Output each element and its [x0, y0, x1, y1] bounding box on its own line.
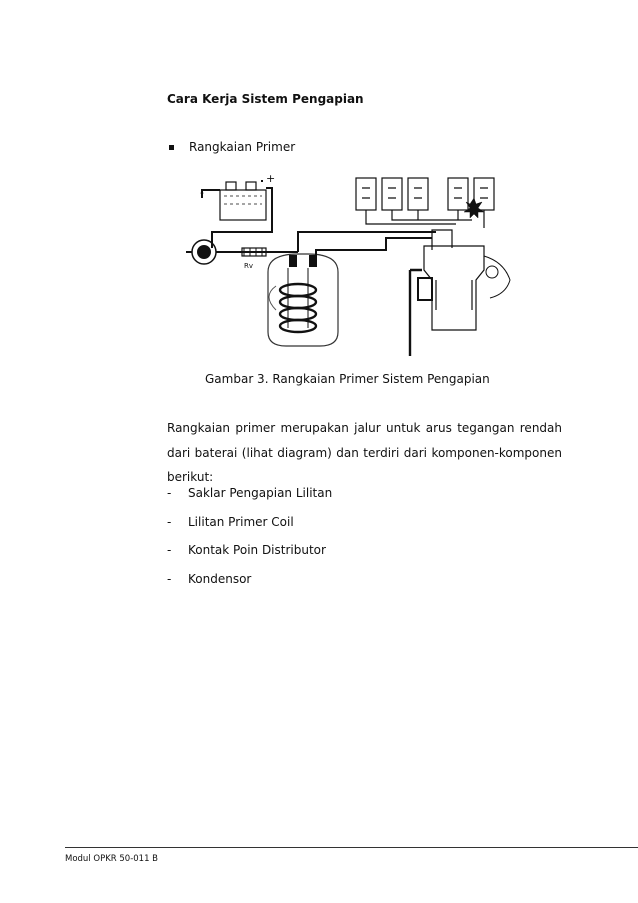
body-paragraph: [167, 416, 562, 490]
dash-bullet: -: [167, 571, 172, 586]
list-item-label: Lilitan Primer Coil: [188, 514, 294, 529]
plus-label: +: [266, 172, 276, 185]
ignition-switch-icon: [186, 240, 216, 264]
list-item: [167, 486, 332, 515]
paragraph-line-2: dari baterai (lihat diagram) dan terdiri dari komponen-komponen: [167, 445, 562, 460]
subsection-bullet: [167, 140, 295, 154]
footer-divider: [65, 847, 638, 848]
dash-bullet: -: [167, 543, 172, 557]
primary-circuit-diagram: [180, 166, 540, 362]
resistor-label: Rv: [244, 262, 254, 270]
component-list: [167, 486, 332, 600]
footer-text: Modul OPKR 50-011 B: [65, 854, 159, 864]
dash-bullet: -: [167, 514, 172, 529]
square-bullet-icon: [169, 145, 174, 150]
list-item-label: Kondensor: [188, 571, 252, 586]
figure-caption: Gambar 3. Rangkaian Primer Sistem Pengapian: [205, 372, 490, 386]
list-item: [167, 543, 332, 572]
spark-icon: [464, 198, 484, 218]
list-item-label: Kontak Poin Distributor: [188, 543, 326, 557]
battery-icon: [220, 182, 266, 220]
list-item-label: Saklar Pengapian Lilitan: [188, 486, 333, 500]
list-item: [167, 515, 332, 544]
paragraph-line-3: berikut:: [167, 470, 214, 484]
subsection-title: Rangkaian Primer: [189, 140, 296, 154]
section-title: Cara Kerja Sistem Pengapian: [167, 92, 364, 106]
list-item: [167, 572, 332, 601]
ignition-coil-icon: [268, 254, 338, 346]
distributor-icon: [410, 230, 510, 356]
paragraph-line-1: Rangkaian primer merupakan jalur untuk arus tegangan rendah: [167, 421, 562, 435]
minus-label: -: [200, 186, 204, 199]
dash-bullet: -: [167, 486, 172, 500]
